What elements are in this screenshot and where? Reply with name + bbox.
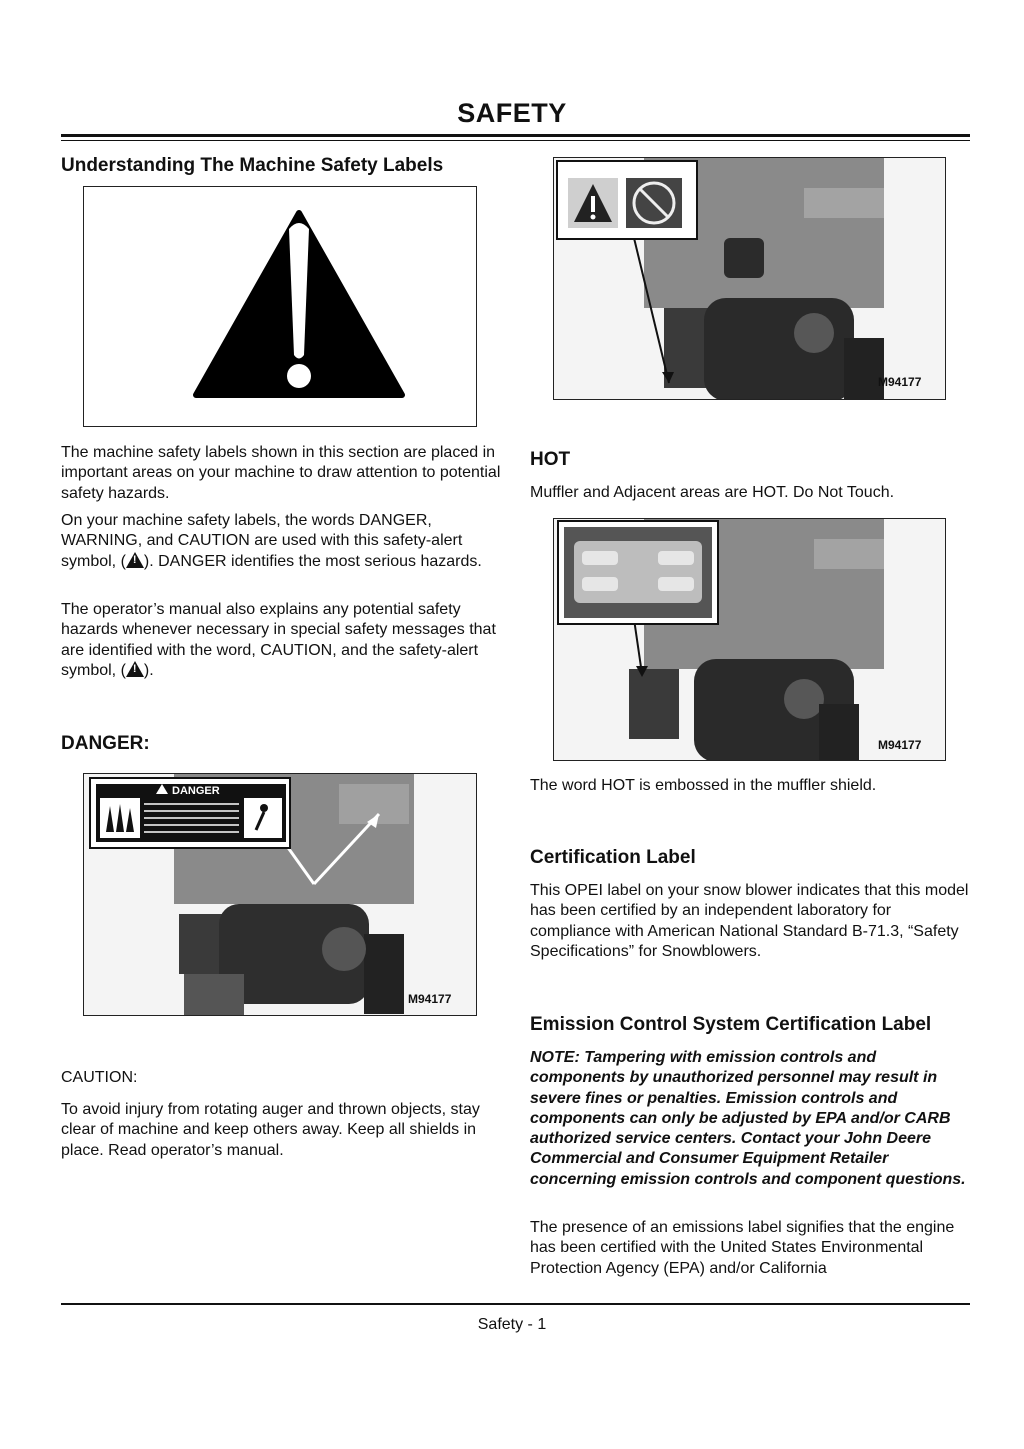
figure-id: M94177 [878,738,922,752]
certification-text: This OPEI label on your snow blower indicates that this model has been certified by an independent laboratory for compliance with American National Standard B-71.3, “Safety Specifications” for Snowblowers. [530,882,969,960]
hot-text: Muffler and Adjacent areas are HOT. Do Not Touch. [530,484,895,501]
header-rule-thin [61,140,970,141]
intro-paragraph: The machine safety labels shown in this section are placed in important areas on your machine to draw attention to potential safety hazards. [61,444,501,502]
header-rule [61,134,970,137]
figure-id: M94177 [408,992,452,1006]
safety-alert-icon [126,552,144,568]
danger-decal-figure [83,773,477,1016]
thrown-objects-figure [553,157,946,400]
emission-text: The presence of an emissions label signifies that the engine has been certified with the United States Environmental Protection Agency (EPA) and/or California [530,1219,955,1277]
safety-alert-triangle-icon [84,187,477,427]
signal-words-paragraph [61,511,506,572]
caution-label: CAUTION: [61,1069,138,1086]
embossed-text: The word HOT is embossed in the muffler shield. [530,777,877,794]
heading-safety-labels: Understanding The Machine Safety Labels [61,155,444,176]
snowblower-photo [554,519,946,761]
signal-words-text-a: On your machine safety labels, the words DANGER, WARNING, and CAUTION are used with this safety-alert symbol, ( [61,512,463,570]
heading-danger: DANGER: [61,733,150,754]
manual-text-a: The operator’s manual also explains any potential safety hazards whenever necessary in special safety messages that are identified with the word, CAUTION, and the safety-alert symbol, ( [61,601,496,679]
heading-hot: HOT [530,449,571,470]
muffler-figure [553,518,946,761]
heading-emission: Emission Control System Certification Label [530,1014,932,1035]
safety-alert-icon [126,661,144,677]
figure-id: M94177 [878,375,922,389]
manual-text-b: ). [143,661,154,679]
page-footer: Safety - 1 [477,1316,547,1333]
manual-paragraph [61,600,506,681]
danger-decal-title: DANGER [172,785,220,797]
footer-rule [61,1303,970,1305]
caution-text: To avoid injury from rotating auger and thrown objects, stay clear of machine and keep others away. Keep all shields in place. Read operator’s manual. [61,1101,480,1159]
snowblower-photo [84,774,477,1016]
emission-note: NOTE: Tampering with emission controls and components by unauthorized personnel may result in severe fines or penalties. Emission controls and components can only be adjusted by EPA and/or CARB authorized service centers. Contact your John Deere Commercial and Consumer Equipment Retailer concerning emission controls and component questions. [530,1049,966,1188]
heading-certification: Certification Label [530,847,696,868]
signal-words-text-b: ). DANGER identifies the most serious hazards. [143,552,482,570]
snowblower-photo [554,158,946,400]
page-title: SAFETY [457,98,567,128]
safety-alert-figure [83,186,477,427]
